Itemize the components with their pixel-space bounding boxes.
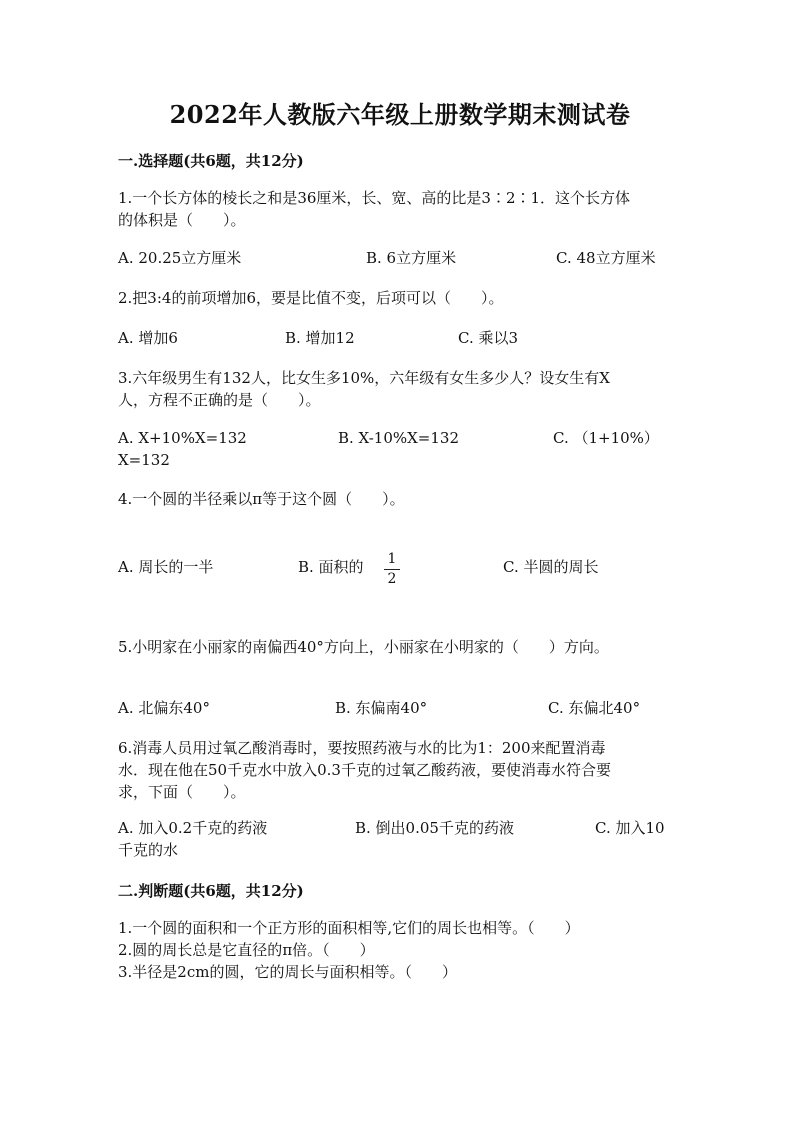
q2-option-b: B. 增加12 bbox=[285, 329, 355, 347]
page-title: 2022年人教版六年级上册数学期末测试卷 bbox=[169, 100, 631, 129]
q4-option-a: A. 周长的一半 bbox=[118, 558, 214, 576]
question-3-line-1: 3.六年级男生有132人，比女生多10%，六年级有女生多少人？设女生有X bbox=[118, 369, 610, 387]
q6-option-c: C. 加入10 bbox=[595, 819, 665, 837]
question-6-line-2: 水．现在他在50千克水中放入0.3千克的过氧乙酸药液，要使消毒水符合要 bbox=[118, 761, 611, 779]
q4-fraction-denominator: 2 bbox=[387, 571, 397, 587]
q6-option-b: B. 倒出0.05千克的药液 bbox=[355, 819, 514, 837]
question-6-line-3: 求，下面（ ）。 bbox=[118, 783, 246, 801]
q1-option-c: C. 48立方厘米 bbox=[556, 249, 656, 267]
question-5: 5.小明家在小丽家的南偏西40°方向上，小丽家在小明家的（ ）方向。 bbox=[118, 638, 609, 656]
q4-fraction-numerator: 1 bbox=[387, 551, 397, 567]
q4-fraction bbox=[384, 552, 400, 587]
question-6-line-1: 6.消毒人员用过氧乙酸消毒时，要按照药液与水的比为1：200来配置消毒 bbox=[118, 739, 606, 757]
question-4: 4.一个圆的半径乘以π等于这个圆（ ）。 bbox=[118, 490, 405, 508]
section-heading-choice: 一.选择题(共6题，共12分) bbox=[118, 152, 304, 170]
q6-option-a: A. 加入0.2千克的药液 bbox=[118, 819, 268, 837]
true-false-item-3: 3.半径是2cm的圆，它的周长与面积相等。（ ） bbox=[118, 963, 457, 981]
q6-option-c-continued: 千克的水 bbox=[118, 841, 179, 859]
question-1-line-2: 的体积是（ ）。 bbox=[118, 211, 246, 229]
q3-option-b: B. X-10%X=132 bbox=[338, 429, 459, 447]
question-6 bbox=[118, 737, 678, 803]
question-2: 2.把3:4的前项增加6，要是比值不变，后项可以（ ）。 bbox=[118, 289, 504, 307]
fraction-bar bbox=[384, 569, 400, 570]
q2-option-a: A. 增加6 bbox=[118, 329, 178, 347]
question-1 bbox=[118, 187, 678, 231]
q5-option-c: C. 东偏北40° bbox=[548, 699, 641, 717]
q3-option-c-continued: X=132 bbox=[118, 451, 170, 469]
true-false-item-2: 2.圆的周长总是它直径的π倍。（ ） bbox=[118, 941, 375, 959]
q2-option-c: C. 乘以3 bbox=[458, 329, 519, 347]
q1-option-b: B. 6立方厘米 bbox=[366, 249, 457, 267]
question-3-line-2: 人，方程不正确的是（ ）。 bbox=[118, 391, 321, 409]
q5-option-a: A. 北偏东40° bbox=[118, 699, 210, 717]
q1-option-a: A. 20.25立方厘米 bbox=[118, 249, 242, 267]
q5-option-b: B. 东偏南40° bbox=[335, 699, 428, 717]
q3-option-c: C. （1+10%） bbox=[553, 429, 659, 447]
q4-option-b: B. 面积的 bbox=[298, 558, 364, 576]
true-false-item-1: 1.一个圆的面积和一个正方形的面积相等,它们的周长也相等。（ ） bbox=[118, 919, 580, 937]
section-heading-true-false: 二.判断题(共6题，共12分) bbox=[118, 882, 304, 900]
q4-option-c: C. 半圆的周长 bbox=[503, 558, 599, 576]
question-3 bbox=[118, 367, 678, 411]
question-1-line-1: 1.一个长方体的棱长之和是36厘米，长、宽、高的比是3∶2∶1．这个长方体 bbox=[118, 189, 631, 207]
q3-option-a: A. X+10%X=132 bbox=[118, 429, 247, 447]
